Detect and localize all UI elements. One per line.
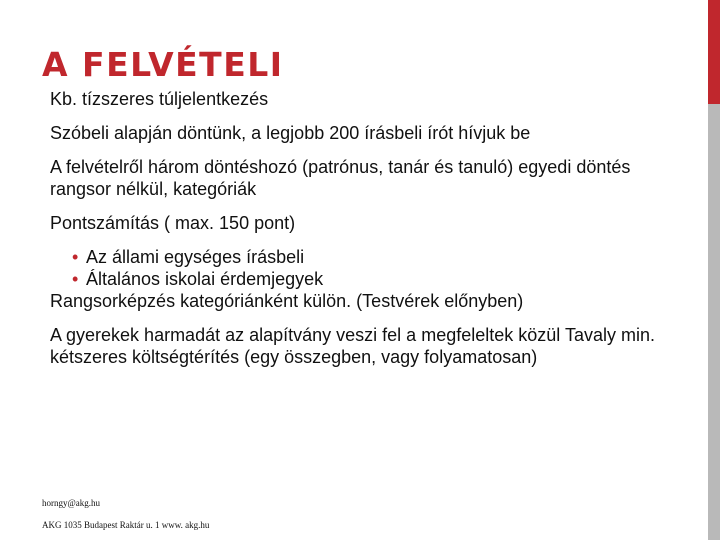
side-accent-bar [708, 0, 720, 104]
footer-address: AKG 1035 Budapest Raktár u. 1 www. akg.hu [42, 520, 210, 530]
slide-title: A FELVÉTELI [42, 45, 284, 84]
paragraph-scoring: Pontszámítás ( max. 150 pont) [50, 213, 296, 233]
scoring-bullet-list [50, 246, 690, 290]
paragraph-ranking: Rangsorképzés kategóriánként külön. (Testvérek előnyben) [50, 291, 524, 311]
bullet-icon: • [72, 247, 79, 267]
slide-content [50, 88, 690, 368]
footer [42, 497, 209, 541]
bullet-icon: • [72, 269, 79, 289]
paragraph-foundation: A gyerekek harmadát az alapítvány veszi fel a megfeleltek közül Tavaly min. kétszeres költségtérítés (egy összegben, vagy folyamatosan) [50, 325, 655, 367]
paragraph-decision-makers: A felvételről három döntéshozó (patrónus, tanár és tanuló) egyedi döntés rangsor nélkül, kategóriák [50, 157, 631, 199]
list-item: • Általános iskolai érdemjegyek [72, 269, 324, 289]
paragraph-oversubscription: Kb. tízszeres túljelentkezés [50, 89, 269, 109]
list-item: • Az állami egységes írásbeli [72, 247, 305, 267]
footer-email: horngy@akg.hu [42, 498, 101, 508]
paragraph-oral-exam: Szóbeli alapján döntünk, a legjobb 200 írásbeli írót hívjuk be [50, 123, 531, 143]
side-gray-bar [708, 104, 720, 540]
